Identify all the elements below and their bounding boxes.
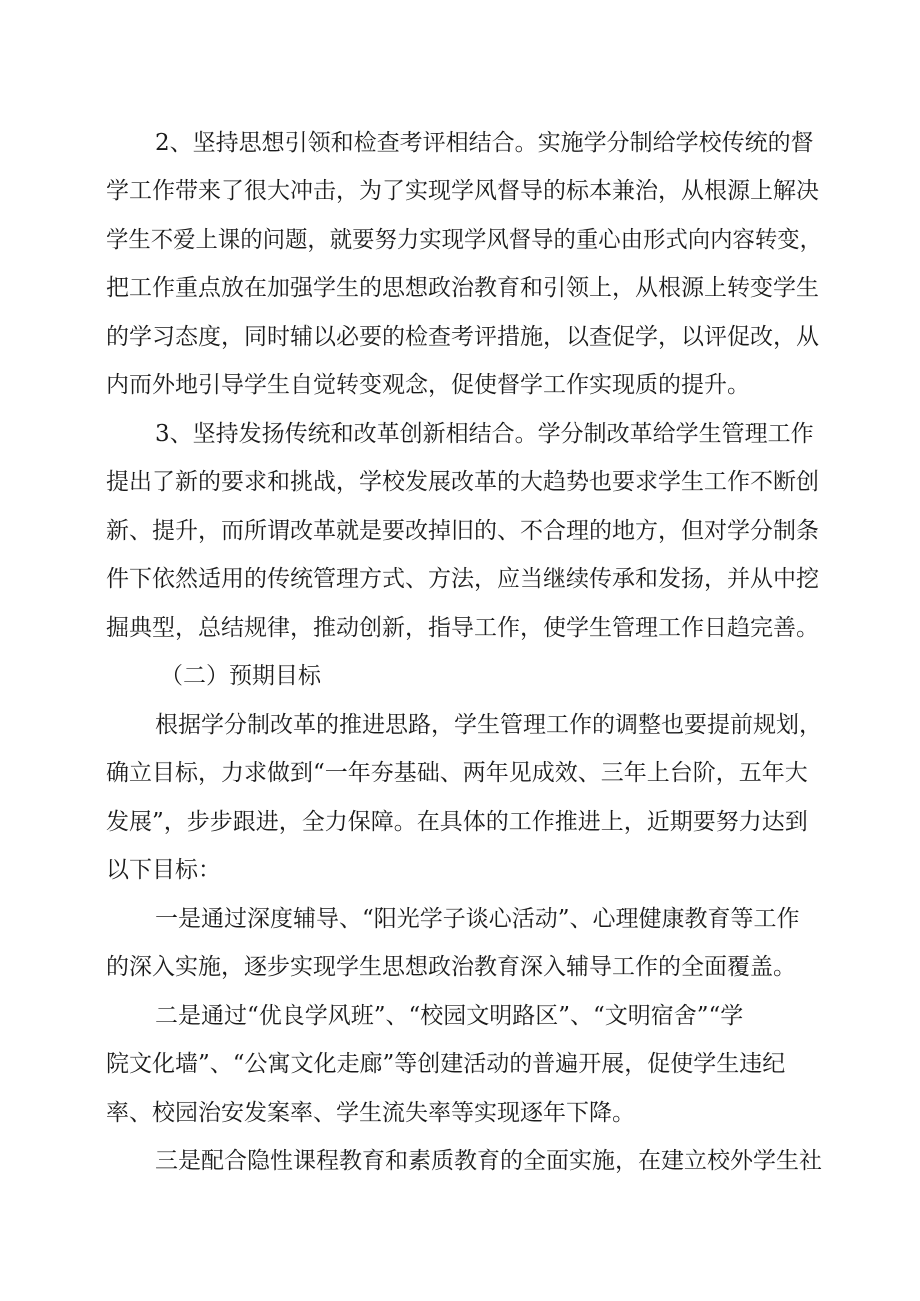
text-line-6: 内而外地引导学生自觉转变观念，促使督学工作实现质的提升。 xyxy=(106,372,750,398)
text-line-16: 以下目标： xyxy=(106,857,221,883)
text-line-20: 院文化墙”、“公寓文化走廊”等创建活动的普遍开展，促使学生违纪 xyxy=(106,1051,786,1077)
text-line-1: 2、坚持思想引领和检查考评相结合。实施学分制给学校传统的督 xyxy=(155,130,814,156)
text-line-9: 新、提升，而所谓改革就是要改掉旧的、不合理的地方，但对学分制条 xyxy=(106,518,819,544)
text-line-8: 提出了新的要求和挑战，学校发展改革的大趋势也要求学生工作不断创 xyxy=(106,469,819,495)
text-line-11: 掘典型，总结规律，推动创新，指导工作，使学生管理工作日趋完善。 xyxy=(106,615,819,641)
text-line-19: 二是通过“优良学风班”、“校园文明路区”、“文明宿舍”“学 xyxy=(155,1003,744,1029)
section-heading: （二）预期目标 xyxy=(160,663,321,689)
text-line-5: 的学习态度，同时辅以必要的检查考评措施，以查促学，以评促改，从 xyxy=(106,324,819,350)
text-line-2: 学工作带来了很大冲击，为了实现学风督导的标本兼治，从根源上解决 xyxy=(106,178,819,204)
text-line-7: 3、坚持发扬传统和改革创新相结合。学分制改革给学生管理工作 xyxy=(155,421,814,447)
text-line-22: 三是配合隐性课程教育和素质教育的全面实施，在建立校外学生社 xyxy=(155,1148,822,1174)
text-line-15: 发展”，步步跟进，全力保障。在具体的工作推进上，近期要努力达到 xyxy=(106,809,808,835)
text-line-18: 的深入实施，逐步实现学生思想政治教育深入辅导工作的全面覆盖。 xyxy=(106,954,796,980)
text-line-21: 率、校园治安发案率、学生流失率等实现逐年下降。 xyxy=(106,1100,635,1126)
text-line-13: 根据学分制改革的推进思路，学生管理工作的调整也要提前规划， xyxy=(155,712,822,738)
text-line-4: 把工作重点放在加强学生的思想政治教育和引领上，从根源上转变学生 xyxy=(106,275,819,301)
text-line-14: 确立目标，力求做到“一年夯基础、两年见成效、三年上台阶，五年大 xyxy=(106,760,808,786)
text-line-3: 学生不爱上课的问题，就要努力实现学风督导的重心由形式向内容转变， xyxy=(106,227,822,253)
text-line-17: 一是通过深度辅导、“阳光学子谈心活动”、心理健康教育等工作 xyxy=(155,906,800,932)
text-line-10: 件下依然适用的传统管理方式、方法，应当继续传承和发扬，并从中挖 xyxy=(106,566,819,592)
